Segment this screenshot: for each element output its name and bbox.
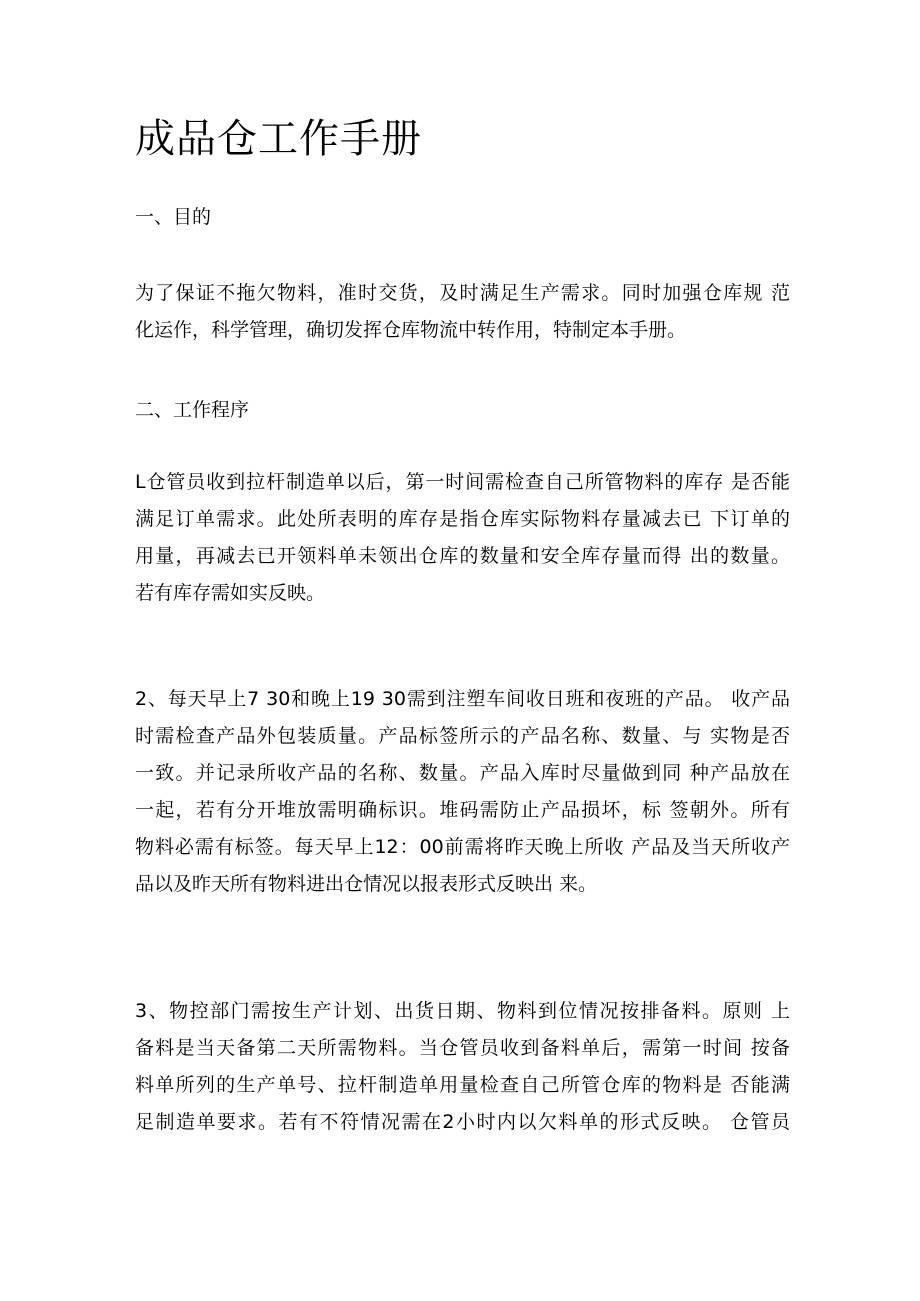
text-line: 若有库存需如实反映。: [135, 582, 326, 604]
text-line: 满足订单需求。此处所表明的库存是指仓库实际物料存量减去已 下订单的: [135, 508, 790, 530]
text-line: 备料是当天备第二天所需物料。当仓管员收到备料单后，需第一时间 按备: [135, 1037, 790, 1059]
text-line: 为了保证不拖欠物料，准时交货，及时满足生产需求。同时加强仓库规 范: [135, 282, 790, 304]
text-line: 3、物控部门需按生产计划、出货日期、物料到位情况按排备料。原则 上: [135, 1000, 790, 1022]
text-line: 化运作，科学管理，确切发挥仓库物流中转作用，特制定本手册。: [135, 319, 687, 341]
text-line: 物料必需有标签。每天早上12：00前需将昨天晚上所收 产品及当天所收产: [135, 836, 790, 858]
text-line: 足制造单要求。若有不符情况需在2小时内以欠料单的形式反映。 仓管员: [135, 1111, 790, 1133]
text-line: 一起，若有分开堆放需明确标识。堆码需防止产品损坏，标 签朝外。所有: [135, 799, 790, 821]
text-line: 料单所列的生产单号、拉杆制造单用量检查自己所管仓库的物料是 否能满: [135, 1074, 790, 1096]
text-line: L仓管员收到拉杆制造单以后，第一时间需检查自己所管物料的库存 是否能: [135, 471, 790, 493]
page-title: 成品仓工作手册: [135, 116, 422, 162]
paragraph-purpose: [135, 275, 790, 349]
paragraph-step-3: [135, 993, 790, 1141]
text-line: 用量，再减去已开领料单未领出仓库的数量和安全库存量而得 出的数量。: [135, 545, 790, 567]
paragraph-step-2: [135, 681, 790, 903]
text-line: 品以及昨天所有物料进出仓情况以报表形式反映出 来。: [135, 873, 598, 895]
text-line: 2、每天早上7 30和晚上19 30需到注塑车间收日班和夜班的产品。 收产品: [135, 688, 790, 710]
section-heading-purpose: 一、目的: [135, 206, 212, 228]
section-heading-procedure: 二、工作程序: [135, 399, 250, 421]
text-line: 一致。并记录所收产品的名称、数量。产品入库时尽量做到同 种产品放在: [135, 762, 790, 784]
paragraph-step-1: [135, 464, 790, 612]
text-line: 时需检查产品外包装质量。产品标签所示的产品名称、数量、与 实物是否: [135, 725, 790, 747]
